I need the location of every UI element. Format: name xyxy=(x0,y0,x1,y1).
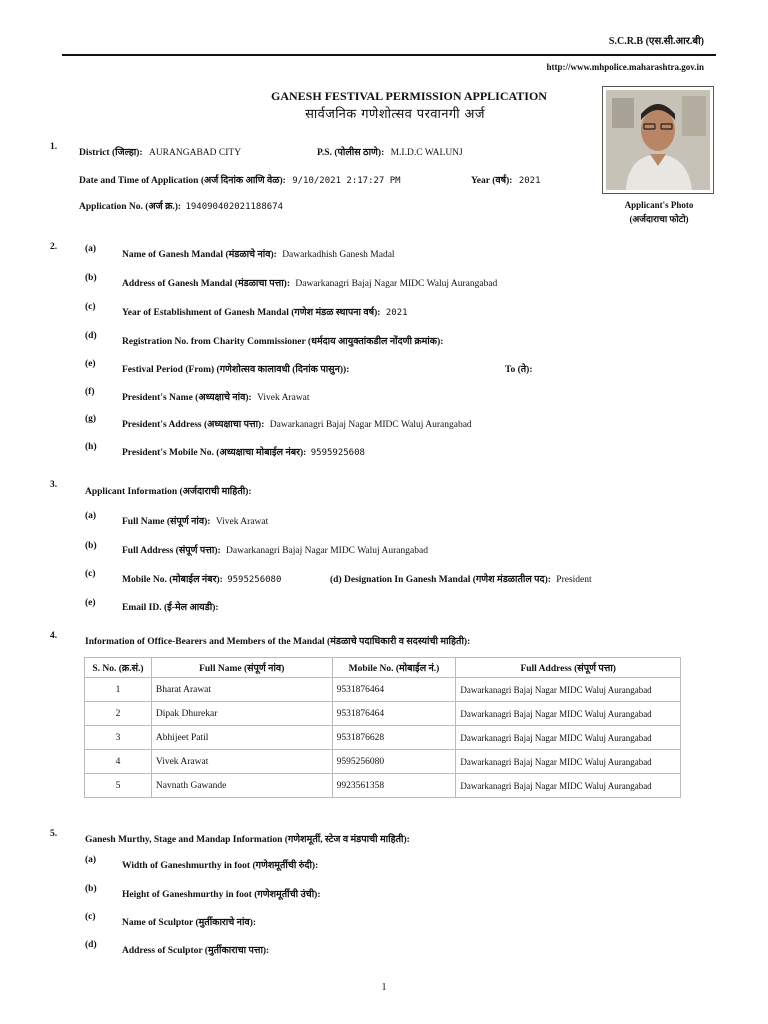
s2-e-key: (e) xyxy=(85,359,96,369)
sculptor-name-label: Name of Sculptor (मुर्तीकाराचे नांव): xyxy=(122,918,257,928)
president-name-field xyxy=(122,390,310,403)
applicant-name-field xyxy=(122,514,268,527)
applicant-name-label: Full Name (संपूर्ण नांव): xyxy=(122,517,211,527)
header-rule xyxy=(62,54,716,56)
email-field xyxy=(122,600,219,613)
establishment-year-label: Year of Establishment of Ganesh Mandal (गणेश मंडळ स्थापना वर्ष): xyxy=(122,308,381,318)
president-mobile-value: 9595925608 xyxy=(310,448,365,458)
table-row xyxy=(85,726,681,750)
district-label: District (जिल्हा): xyxy=(79,148,143,158)
s3-c-key: (c) xyxy=(85,569,96,579)
member-mobile: 9531876628 xyxy=(332,726,456,750)
member-mobile: 9531876464 xyxy=(332,702,456,726)
president-address-value: Dawarkanagri Bajaj Nagar MIDC Waluj Aurangabad xyxy=(269,420,472,430)
page-number: 1 xyxy=(381,982,387,993)
president-address-field xyxy=(122,417,472,430)
police-station-value: M.I.D.C WALUNJ xyxy=(390,148,463,158)
s3-b-key: (b) xyxy=(85,541,97,551)
president-name-label: President's Name (अध्यक्षाचे नांव): xyxy=(122,393,252,403)
col-mobile: Mobile No. (मोबाईल नं.) xyxy=(332,658,456,678)
col-full-address: Full Address (संपूर्ण पत्ता) xyxy=(456,658,681,678)
col-sno: S. No. (क्र.सं.) xyxy=(85,658,152,678)
section-3-heading: Applicant Information (अर्जदाराची माहिती): xyxy=(85,487,252,497)
member-name: Dipak Dhurekar xyxy=(151,702,332,726)
s5-b-key: (b) xyxy=(85,884,97,894)
table-row xyxy=(85,678,681,702)
mandal-address-value: Dawarkanagri Bajaj Nagar MIDC Waluj Aurangabad xyxy=(295,279,498,289)
police-station-field xyxy=(317,145,463,158)
member-name: Abhijeet Patil xyxy=(151,726,332,750)
applicant-address-field xyxy=(122,543,428,556)
s3-e-key: (e) xyxy=(85,598,96,608)
mandal-address-field xyxy=(122,276,497,289)
murthy-width-label: Width of Ganeshmurthy in foot (गणेशमूर्तीची रुंदी): xyxy=(122,861,319,871)
section-4-number: 4. xyxy=(50,631,58,641)
sculptor-address-label: Address of Sculptor (मुर्तीकाराचा पत्ता): xyxy=(122,946,270,956)
photo-caption-marathi: (अर्जदाराचा फोटो) xyxy=(629,214,689,224)
s5-c-key: (c) xyxy=(85,912,96,922)
s2-a-key: (a) xyxy=(85,244,97,254)
member-sno: 3 xyxy=(85,726,152,750)
section-5-number: 5. xyxy=(50,829,58,839)
member-sno: 5 xyxy=(85,774,152,798)
title-marathi: सार्वजनिक गणेशोत्सव परवानगी अर्ज xyxy=(305,107,485,122)
mandal-address-label: Address of Ganesh Mandal (मंडळाचा पत्ता): xyxy=(122,279,291,289)
president-mobile-label: President's Mobile No. (अध्यक्षाचा मोबाईल नंबर): xyxy=(122,448,307,458)
applicant-address-label: Full Address (संपूर्ण पत्ता): xyxy=(122,546,221,556)
member-address: Dawarkanagri Bajaj Nagar MIDC Waluj Aurangabad xyxy=(456,726,681,750)
applicant-photo-image xyxy=(606,90,710,190)
year-value: 2021 xyxy=(518,176,541,186)
section-1-number: 1. xyxy=(50,142,58,152)
s2-c-key: (c) xyxy=(85,302,96,312)
s5-d-key: (d) xyxy=(85,940,97,950)
s2-h-key: (h) xyxy=(85,442,97,452)
president-name-value: Vivek Arawat xyxy=(257,393,310,403)
festival-period-to: To (ते): xyxy=(505,365,533,375)
police-station-label: P.S. (पोलीस ठाणे): xyxy=(317,148,385,158)
section-2-number: 2. xyxy=(50,242,58,252)
member-mobile: 9595256080 xyxy=(332,750,456,774)
member-sno: 4 xyxy=(85,750,152,774)
members-table-header xyxy=(85,658,681,678)
registration-number-field xyxy=(122,334,443,347)
mandal-name-value: Dawarkadhish Ganesh Madal xyxy=(282,250,395,260)
section-5-heading: Ganesh Murthy, Stage and Mandap Information (गणेशमूर्ती, स्टेज व मंडपाची माहिती): xyxy=(85,835,410,845)
mandal-name-field xyxy=(122,247,395,260)
col-full-name: Full Name (संपूर्ण नांव) xyxy=(151,658,332,678)
establishment-year-field xyxy=(122,305,408,318)
site-url[interactable]: http://www.mhpolice.maharashtra.gov.in xyxy=(546,62,704,72)
establishment-year-value: 2021 xyxy=(385,308,408,318)
date-time-value: 9/10/2021 2:17:27 PM xyxy=(292,176,401,186)
application-number-label: Application No. (अर्ज क्र.): xyxy=(79,202,182,212)
applicant-address-value: Dawarkanagri Bajaj Nagar MIDC Waluj Aurangabad xyxy=(226,546,428,556)
table-row xyxy=(85,750,681,774)
registration-number-label: Registration No. from Charity Commissioner (धर्मदाय आयुक्तांकडील नोंदणी क्रमांक): xyxy=(122,337,444,347)
applicant-mobile-label: Mobile No. (मोबाईल नंबर): xyxy=(122,575,223,585)
district-value: AURANGABAD CITY xyxy=(148,148,242,158)
festival-period-label: Festival Period (From) (गणेशोत्सव कालावधी (दिनांक पासुन)): xyxy=(122,365,350,375)
date-time-label: Date and Time of Application (अर्ज दिनांक आणि वेळ): xyxy=(79,176,286,186)
mandal-name-label: Name of Ganesh Mandal (मंडळाचे नांव): xyxy=(122,250,277,260)
member-sno: 1 xyxy=(85,678,152,702)
table-row xyxy=(85,702,681,726)
president-mobile-field xyxy=(122,445,365,458)
district-field xyxy=(79,145,241,158)
s2-g-key: (g) xyxy=(85,414,97,424)
murthy-height-label: Height of Ganeshmurthy in foot (गणेशमूर्तीची उंची): xyxy=(122,890,321,900)
member-name: Vivek Arawat xyxy=(151,750,332,774)
member-address: Dawarkanagri Bajaj Nagar MIDC Waluj Aurangabad xyxy=(456,678,681,702)
designation-value: President xyxy=(556,575,592,585)
members-table xyxy=(84,657,681,798)
president-address-label: President's Address (अध्यक्षाचा पत्ता): xyxy=(122,420,265,430)
title-english: GANESH FESTIVAL PERMISSION APPLICATION xyxy=(271,89,547,103)
member-mobile: 9531876464 xyxy=(332,678,456,702)
scrb-header: S.C.R.B (एस.सी.आर.बी) xyxy=(608,36,704,47)
applicant-photo xyxy=(602,86,714,194)
person-silhouette-icon xyxy=(606,90,710,190)
applicant-mobile-value: 9595256080 xyxy=(227,575,282,585)
member-name: Navnath Gawande xyxy=(151,774,332,798)
email-label: Email ID. (ई-मेल आयडी): xyxy=(122,603,219,613)
date-time-field xyxy=(79,173,401,186)
section-4-heading: Information of Office-Bearers and Members of the Mandal (मंडळाचे पदाधिकारी व सदस्यांची माहिती): xyxy=(85,637,471,647)
applicant-mobile-field xyxy=(122,572,281,585)
table-row xyxy=(85,774,681,798)
applicant-name-value: Vivek Arawat xyxy=(215,517,269,527)
s2-f-key: (f) xyxy=(85,387,95,397)
application-number-field xyxy=(79,199,283,212)
application-number-value: 194090402021188674 xyxy=(185,202,284,212)
member-address: Dawarkanagri Bajaj Nagar MIDC Waluj Aurangabad xyxy=(456,750,681,774)
member-sno: 2 xyxy=(85,702,152,726)
s2-b-key: (b) xyxy=(85,273,97,283)
member-address: Dawarkanagri Bajaj Nagar MIDC Waluj Aurangabad xyxy=(456,774,681,798)
s3-a-key: (a) xyxy=(85,511,97,521)
year-field xyxy=(471,173,541,186)
member-mobile: 9923561358 xyxy=(332,774,456,798)
year-label: Year (वर्ष): xyxy=(471,176,513,186)
festival-period-field xyxy=(122,362,349,375)
section-3-number: 3. xyxy=(50,480,58,490)
s5-a-key: (a) xyxy=(85,855,97,865)
designation-label: (d) Designation In Ganesh Mandal (गणेश मंडळातील पद): xyxy=(330,575,551,585)
member-name: Bharat Arawat xyxy=(151,678,332,702)
s2-d-key: (d) xyxy=(85,331,97,341)
photo-caption-english: Applicant's Photo xyxy=(624,200,694,210)
designation-field xyxy=(330,572,592,585)
member-address: Dawarkanagri Bajaj Nagar MIDC Waluj Aurangabad xyxy=(456,702,681,726)
